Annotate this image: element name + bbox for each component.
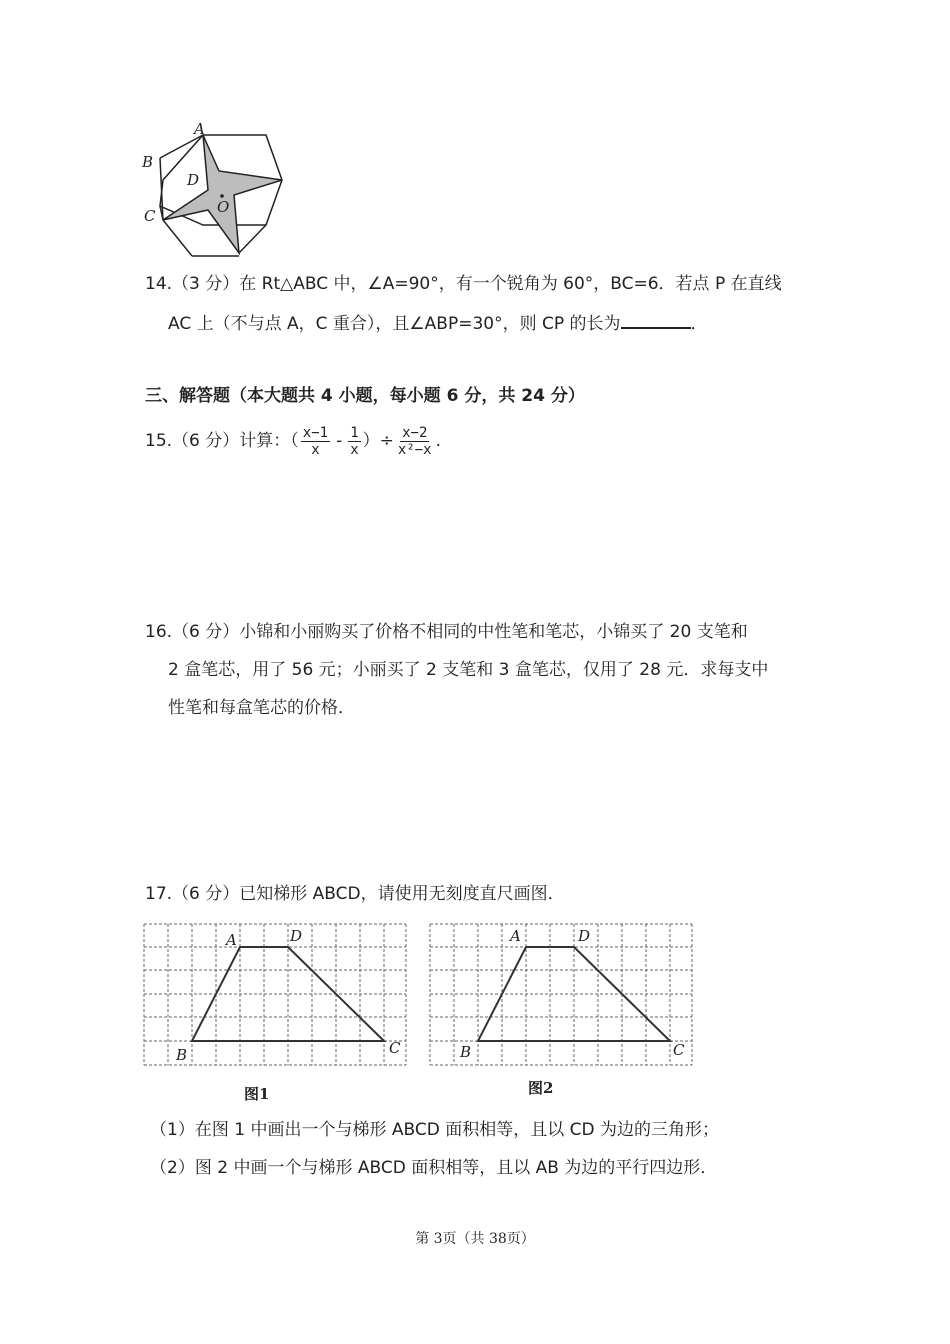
fig2-label-a: A	[510, 927, 521, 945]
q14-line2	[168, 311, 708, 336]
q16-line3: 性笔和每盒笔芯的价格．	[168, 698, 355, 718]
q15	[145, 416, 441, 466]
q15-prefix: 15.（6 分）计算：（	[145, 431, 299, 451]
fig1-label-b: B	[176, 1046, 188, 1064]
grid-figure-2	[426, 920, 696, 1070]
fraction-2-denominator: x	[350, 441, 359, 458]
label-b: B	[142, 153, 154, 171]
grid-figure-1	[140, 920, 410, 1070]
q17-sub2: （2）图 2 中画一个与梯形 ABCD 面积相等，且以 AB 为边的平行四边形．	[150, 1158, 718, 1178]
shaded-star	[163, 135, 282, 253]
label-c: C	[144, 207, 156, 225]
q17-line1: 17.（6 分）已知梯形 ABCD，请使用无刻度直尺画图．	[145, 884, 565, 904]
label-a: A	[194, 120, 205, 138]
fraction-3	[396, 425, 434, 458]
q15-suffix: .	[435, 431, 442, 451]
fig2-label-b: B	[460, 1043, 472, 1061]
q16-line1: 16.（6 分）小锦和小丽购买了价格不相同的中性笔和笔芯，小锦买了 20 支笔和	[145, 622, 748, 642]
label-d: D	[187, 171, 200, 189]
fig2-label-d: D	[578, 927, 591, 945]
fig1-caption: 图1	[244, 1085, 270, 1103]
fraction-1-denominator: x	[311, 441, 320, 458]
fig2-caption: 图2	[528, 1079, 554, 1097]
q17-sub1: （1）在图 1 中画出一个与梯形 ABCD 面积相等，且以 CD 为边的三角形；	[150, 1120, 719, 1140]
fig1-label-d: D	[290, 927, 303, 945]
fraction-1	[301, 425, 330, 458]
answer-blank[interactable]	[621, 311, 691, 329]
fraction-3-denominator: x²−x	[397, 441, 432, 458]
q14-line2-text: AC 上（不与点 A，C 重合），且∠ABP=30°，则 CP 的长为	[168, 314, 621, 334]
fraction-3-numerator: x−2	[402, 424, 428, 441]
q15-mid: ）÷	[362, 431, 394, 451]
q15-minus: -	[336, 431, 343, 451]
fig2-label-c: C	[673, 1041, 685, 1059]
q14-line2-end: ．	[690, 314, 708, 334]
grid-lines	[144, 924, 406, 1065]
q14-line1: 14.（3 分）在 Rt△ABC 中，∠A=90°，有一个锐角为 60°，BC=6．若点 P 在直线	[145, 274, 782, 294]
fraction-2	[348, 425, 360, 458]
fraction-1-numerator: x−1	[302, 424, 329, 441]
label-o: O	[217, 198, 230, 216]
page-footer: 第 3页（共 38页）	[415, 1231, 535, 1247]
fig1-label-c: C	[389, 1039, 401, 1057]
section3-heading: 三、解答题（本大题共 4 小题，每小题 6 分，共 24 分）	[145, 386, 585, 406]
hexagon-star-figure	[136, 120, 296, 260]
fraction-2-numerator: 1	[350, 424, 359, 441]
fig1-label-a: A	[226, 931, 237, 949]
q16-line2: 2 盒笔芯，用了 56 元；小丽买了 2 支笔和 3 盒笔芯，仅用了 28 元．求每支中	[168, 660, 769, 680]
